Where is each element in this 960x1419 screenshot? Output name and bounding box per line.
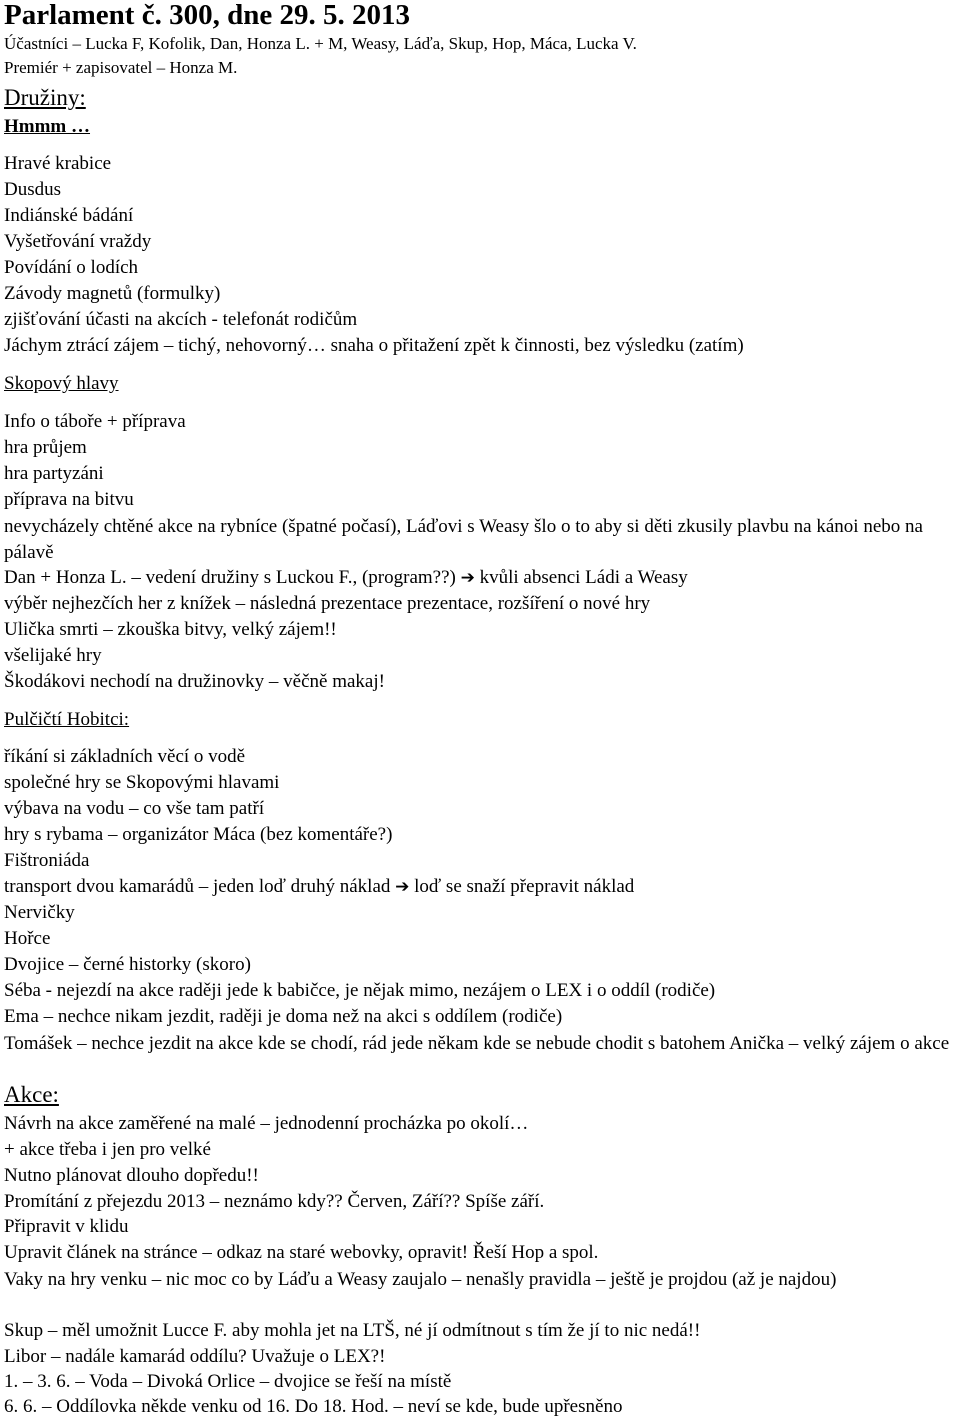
akce-item: Promítání z přejezdu 2013 – neznámo kdy?? Červen, Září?? Spíše září. <box>4 1191 545 1212</box>
skopovy-item: Info o táboře + příprava <box>4 411 186 432</box>
hobiti-item: Nervičky <box>4 902 75 923</box>
skopovy-heading: Skopový hlavy <box>4 373 119 394</box>
right-arrow-icon: ➔ <box>460 568 475 588</box>
hmmm-item: zjišťování účasti na akcích - telefonát rodičům <box>4 309 358 330</box>
hmmm-item: Jáchym ztrácí zájem – tichý, nehovorný… snaha o přitažení zpět k činnosti, bez výsledku (zatím) <box>4 335 744 356</box>
hobiti-transport-line <box>4 875 634 899</box>
hobiti-item: Séba - nejezdí na akce raději jede k babičce, je nějak mimo, nezájem o LEX i o oddíl (rodiče) <box>4 980 716 1001</box>
skopovy-item: Škodákovi nechodí na družinovky – věčně makaj! <box>4 671 385 692</box>
right-arrow-icon: ➔ <box>395 877 410 897</box>
hobiti-item: Dvojice – černé historky (skoro) <box>4 954 251 975</box>
hobiti-item: výbava na vodu – co vše tam patří <box>4 798 265 819</box>
hobiti-item: Fištroniáda <box>4 850 90 871</box>
participants-line: Účastníci – Lucka F, Kofolik, Dan, Honza L. + M, Weasy, Láďa, Skup, Hop, Máca, Lucka V. <box>4 34 637 53</box>
hobiti-item: Ema – nechce nikam jezdit, raději je doma než na akci s oddílem (rodiče) <box>4 1006 563 1027</box>
akce-item: + akce třeba i jen pro velké <box>4 1139 211 1160</box>
hobiti-heading: Pulčičtí Hobitci: <box>4 709 130 730</box>
skopovy-item: nevycházely chtěné akce na rybníce (špatné počasí), Láďovi s Weasy šlo o to aby si děti zkusily plavbu na kánoi nebo na pálavě <box>4 516 923 563</box>
skopovy-item: příprava na bitvu <box>4 489 134 510</box>
hmmm-item: Indiánské bádání <box>4 205 134 226</box>
hmmm-item: Vyšetřování vraždy <box>4 231 152 252</box>
skopovy-dan-text: Dan + Honza L. – vedení družiny s Luckou F., (program??) <box>4 567 456 588</box>
hmmm-heading: Hmmm … <box>4 116 91 137</box>
akce-item: Nutno plánovat dlouho dopředu!! <box>4 1165 259 1186</box>
skopovy-item: Ulička smrti – zkouška bitvy, velký zájem!! <box>4 619 337 640</box>
akce-item: 6. 6. – Oddílovka někde venku od 16. Do 18. Hod. – neví se kde, bude upřesněno <box>4 1396 623 1417</box>
hmmm-item: Povídání o lodích <box>4 257 139 278</box>
akce-item: Připravit v klidu <box>4 1216 129 1237</box>
akce-item: Vaky na hry venku – nic moc co by Láďu a Weasy zaujalo – nenašly pravidla – ještě je projdou (až je najdou) <box>4 1269 837 1290</box>
akce-item: Libor – nadále kamarád oddílu? Uvažuje o LEX?! <box>4 1346 386 1367</box>
akce-item: Návrh na akce zaměřené na malé – jednodenní procházka po okolí… <box>4 1113 529 1134</box>
hmmm-item: Závody magnetů (formulky) <box>4 283 221 304</box>
skopovy-item: hra průjem <box>4 437 87 458</box>
akce-item: 1. – 3. 6. – Voda – Divoká Orlice – dvojice se řeší na místě <box>4 1371 452 1392</box>
akce-item: Upravit článek na stránce – odkaz na staré webovky, opravit! Řeší Hop a spol. <box>4 1242 599 1263</box>
hobiti-item: Tomášek – nechce jezdit na akce kde se chodí, rád jede někam kde se nebude chodit s batohem Anička – velký zájem o akce <box>4 1033 950 1054</box>
skopovy-item: výběr nejhezčích her z knížek – následná prezentace prezentace, rozšíření o nové hry <box>4 593 651 614</box>
premier-line: Premiér + zapisovatel – Honza M. <box>4 58 238 77</box>
hobiti-item: říkání si základních věcí o vodě <box>4 746 246 767</box>
skopovy-dan-line <box>4 566 688 590</box>
skopovy-item: všelijaké hry <box>4 645 102 666</box>
hobiti-transport-result: loď se snaží přepravit náklad <box>414 876 635 897</box>
hobiti-item: společné hry se Skopovými hlavami <box>4 772 280 793</box>
hobiti-item: hry s rybama – organizátor Máca (bez komentáře?) <box>4 824 393 845</box>
akce-item: Skup – měl umožnit Lucce F. aby mohla jet na LTŠ, né jí odmítnout s tím že jí to nic nedá!! <box>4 1320 701 1341</box>
hobiti-transport-text: transport dvou kamarádů – jeden loď druhý náklad <box>4 876 391 897</box>
skopovy-dan-reason: kvůli absenci Ládi a Weasy <box>479 567 688 588</box>
hobiti-item: Hořce <box>4 928 51 949</box>
page-title: Parlament č. 300, dne 29. 5. 2013 <box>4 0 410 31</box>
akce-heading: Akce: <box>4 1082 59 1107</box>
druziny-heading: Družiny: <box>4 85 86 110</box>
hmmm-item: Hravé krabice <box>4 153 112 174</box>
hmmm-item: Dusdus <box>4 179 62 200</box>
skopovy-item: hra partyzáni <box>4 463 104 484</box>
